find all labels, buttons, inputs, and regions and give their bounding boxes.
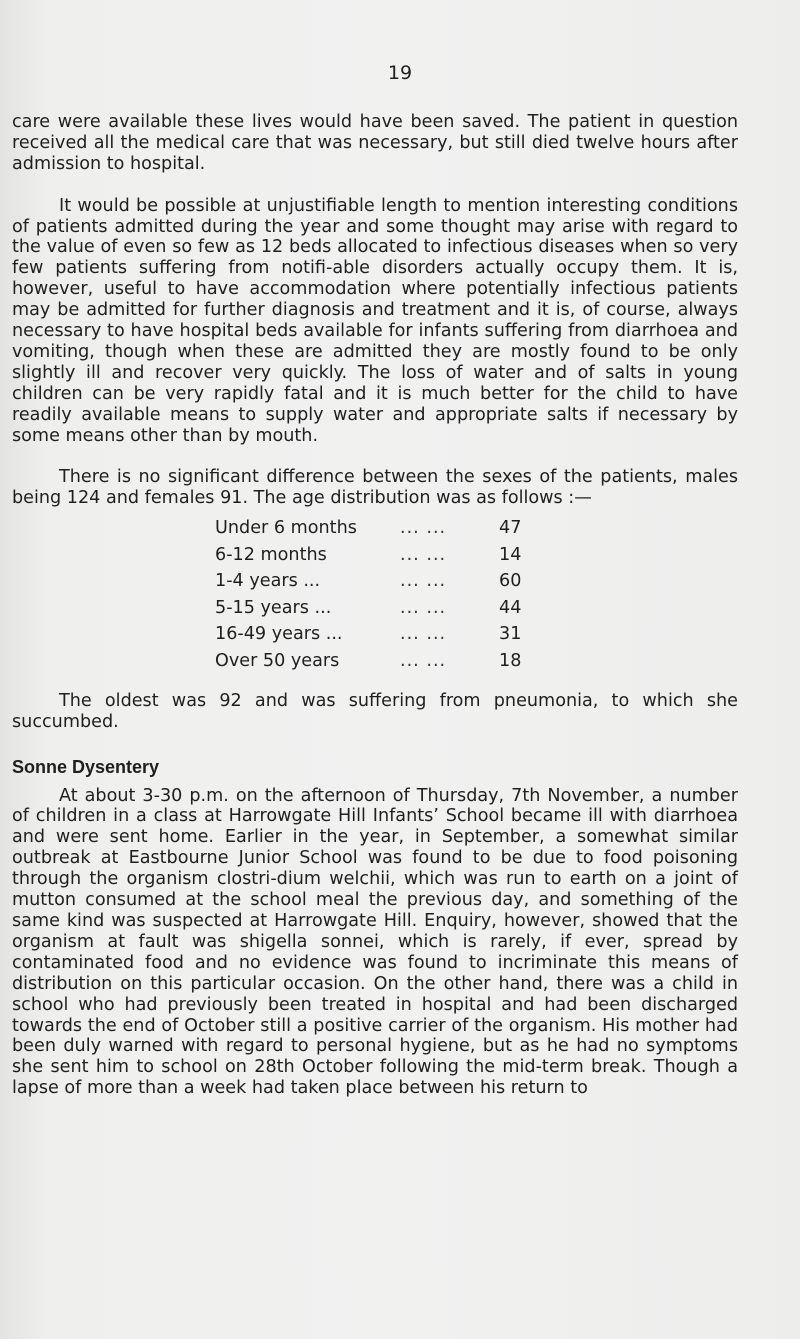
- body-text: [12, 112, 738, 1120]
- patient-count: 18: [499, 651, 522, 671]
- table-row: [215, 542, 539, 569]
- leader-dots: ... ...: [400, 518, 447, 539]
- age-group-label: Under 6 months: [215, 518, 357, 539]
- table-row: [215, 515, 539, 542]
- patient-count: 44: [499, 597, 522, 618]
- leader-dots: ... ...: [400, 544, 447, 565]
- paragraph-infectious-beds: It would be possible at unjustifiable length to mention interesting conditions of patients admitted during the year and some thought may arise with regard to the value of even so few as 12 beds allocated to infectious diseases when so very few patients suffering from notifi-able disorders actually occupy them. It is, however, useful to have accommodation where potentially infectious patients may be admitted for further diagnosis and treatment and it is, of course, always necessary to have hospital beds available for infants suffering from diarrhoea and vomiting, though when these are admitted they are mostly found to be only slightly ill and recover very quickly. The loss of water and of salts in young children can be very rapidly fatal and it is much better for the child to have readily available means to supply water and appropriate salts if necessary by some means other than by mouth.: [12, 195, 738, 446]
- table-row: [215, 648, 539, 675]
- leader-dots: ... ...: [400, 571, 447, 592]
- patient-count: 31: [499, 624, 522, 645]
- age-group-label: 6-12 months: [215, 544, 327, 565]
- paragraph-continued: care were available these lives would have been saved. The patient in question received all the medical care that was necessary, but still died twelve hours after admission to hospital.: [12, 112, 738, 174]
- leader-dots: ... ...: [400, 624, 447, 645]
- paragraph-sex-distribution: There is no significant difference between the sexes of the patients, males being 124 and females 91. The age distribution was as follows :—: [12, 467, 738, 509]
- leader-dots: ... ...: [400, 597, 447, 618]
- page-number: 19: [387, 62, 413, 84]
- table-row: [215, 568, 539, 595]
- age-distribution-table: [215, 515, 539, 675]
- table-row: [215, 595, 539, 622]
- age-group-label: 1-4 years ...: [215, 571, 321, 592]
- age-group-label: 5-15 years ...: [215, 597, 332, 618]
- paragraph-oldest-patient: The oldest was 92 and was suffering from pneumonia, to which she succumbed.: [12, 690, 738, 732]
- patient-count: 47: [499, 518, 522, 539]
- section-heading: Sonne Dysentery: [12, 756, 160, 777]
- patient-count: 60: [499, 571, 522, 592]
- age-group-label: Over 50 years: [215, 651, 340, 671]
- table-row: [215, 622, 539, 649]
- paragraph-sonne-dysentery: At about 3-30 p.m. on the afternoon of Thursday, 7th November, a number of children in a class at Harrowgate Hill Infants’ School became ill with diarrhoea and were sent home. Earlier in the year, in September, a somewhat similar outbreak at Eastbourne Junior School was found to be due to food poisoning through the organism clostri-dium welchii, which was run to earth on a joint of mutton consumed at the school meal the previous day, and something of the same kind was suspected at Harrowgate Hill. Enquiry, however, showed that the organism at fault was shigella sonnei, which is rarely, if ever, spread by contaminated food and no evidence was found to incriminate this means of distribution on this particular occasion. On the other hand, there was a child in school who had previously been treated in hospital and had been discharged towards the end of October still a positive carrier of the organism. His mother had been duly warned with regard to personal hygiene, but as he had no symptoms she sent him to school on 28th October following the mid-term break. Though a lapse of more than a week had taken place between his return to: [12, 785, 738, 1099]
- patient-count: 14: [499, 544, 522, 565]
- leader-dots: ... ...: [400, 651, 447, 671]
- age-group-label: 16-49 years ...: [215, 624, 343, 645]
